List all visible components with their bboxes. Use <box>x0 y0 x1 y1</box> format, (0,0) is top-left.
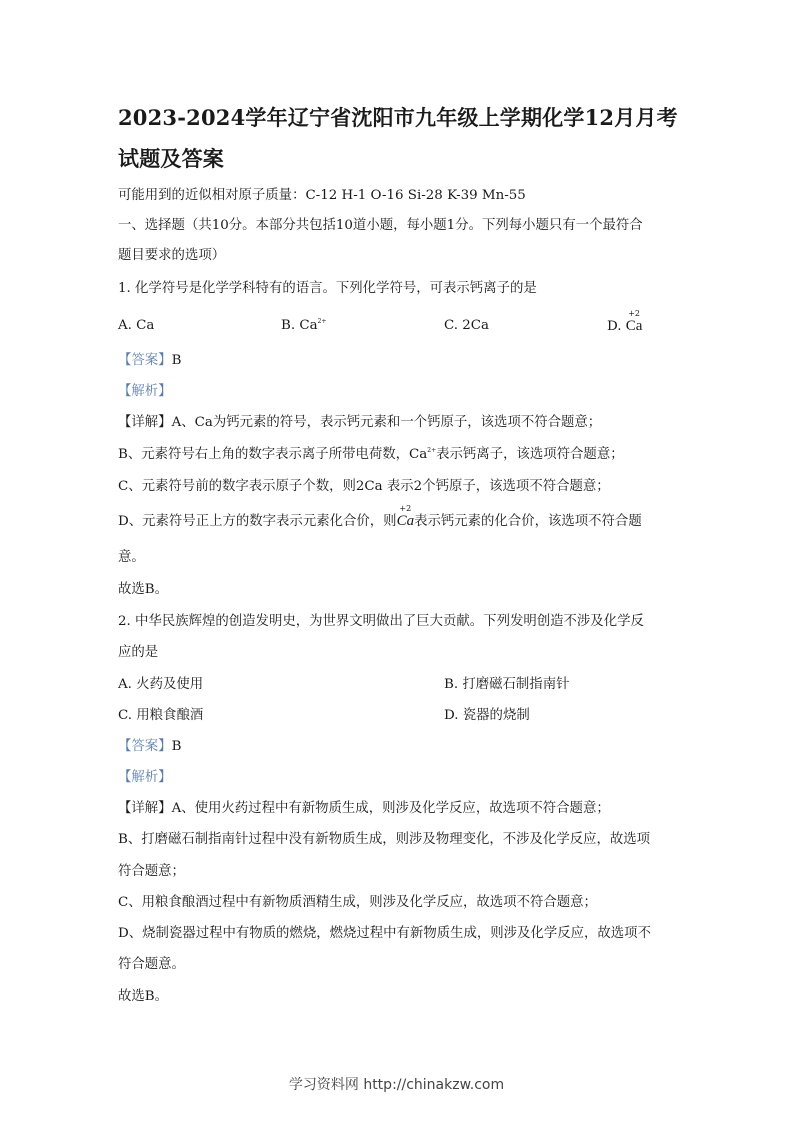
q1-analysis-tag: 【解析】 <box>118 384 172 399</box>
q1-option-a: A. Ca <box>118 318 155 333</box>
q2-detail-d: D、烧制瓷器过程中有物质的燃烧，燃烧过程中有新物质生成，则涉及化学反应，故选项不 <box>118 926 651 941</box>
q2-detail-d-continued: 符合题意。 <box>118 957 185 972</box>
q2-option-d: D. 瓷器的烧制 <box>444 708 530 723</box>
q2-stem: 2. 中华民族辉煌的创造发明史，为世界文明做出了巨大贡献。下列发明创造不涉及化学反 <box>118 614 644 629</box>
q1-option-c: C. 2Ca <box>444 318 490 333</box>
q2-detail-b: B、打磨磁石制指南针过程中没有新物质生成，则涉及物理变化，不涉及化学反应，故选项 <box>118 832 651 847</box>
q2-option-c: C. 用粮食酿酒 <box>118 708 204 723</box>
q1-conclusion: 故选B。 <box>118 582 169 597</box>
section-intro: 一、选择题（共10分。本部分共包括10道小题，每小题1分。下列每小题只有一个最符合 <box>118 218 643 233</box>
q2-analysis-tag: 【解析】 <box>118 770 172 785</box>
page-title: 2023-2024学年辽宁省沈阳市九年级上学期化学12月月考 <box>118 105 678 130</box>
q1-option-b: B. $Ca^{2+}$ <box>281 318 327 333</box>
q1-detail-b: B、元素符号右上角的数字表示离子所带电荷数，$Ca^{2+}$表示钙离子，该选项符合题意； <box>118 447 624 462</box>
section-intro-continued: 题目要求的选项） <box>118 248 226 263</box>
footer-watermark: 学习资料网 http://chinakzw.com <box>288 1077 505 1093</box>
q1-detail-c: C、元素符号前的数字表示原子个数，则2Ca 表示2个钙原子，该选项不符合题意； <box>118 479 610 494</box>
q1-detail-a: 【详解】A、Ca为钙元素的符号，表示钙元素和一个钙原子，该选项不符合题意； <box>118 415 602 430</box>
q1-answer: 【答案】B <box>118 353 182 368</box>
q2-option-b: B. 打磨磁石制指南针 <box>444 677 570 692</box>
q2-stem-continued: 应的是 <box>118 645 159 660</box>
q2-detail-c: C、用粮食酿酒过程中有新物质酒精生成，则涉及化学反应，故选项不符合题意； <box>118 895 597 910</box>
atomic-mass-note: 可能用到的近似相对原子质量：C-12 H-1 O-16 Si-28 K-39 Mn-55 <box>118 188 526 203</box>
q1-detail-d: D、元素符号正上方的数字表示元素化合价，则 +2 Ca表示钙元素的化合价，该选项不符合题 <box>118 504 642 529</box>
q2-detail-a: 【详解】A、使用火药过程中有新物质生成，则涉及化学反应，故选项不符合题意； <box>118 801 610 816</box>
q1-option-d: D. +2 Ca <box>607 309 643 334</box>
q1-stem: 1. 化学符号是化学学科特有的语言。下列化学符号，可表示钙离子的是 <box>118 281 537 296</box>
q2-conclusion: 故选B。 <box>118 989 169 1004</box>
q2-detail-b-continued: 符合题意； <box>118 864 185 879</box>
q2-answer: 【答案】B <box>118 739 182 754</box>
q1-detail-d-continued: 意。 <box>118 550 145 565</box>
page-title-continued: 试题及答案 <box>118 146 224 171</box>
q2-option-a: A. 火药及使用 <box>118 677 204 692</box>
